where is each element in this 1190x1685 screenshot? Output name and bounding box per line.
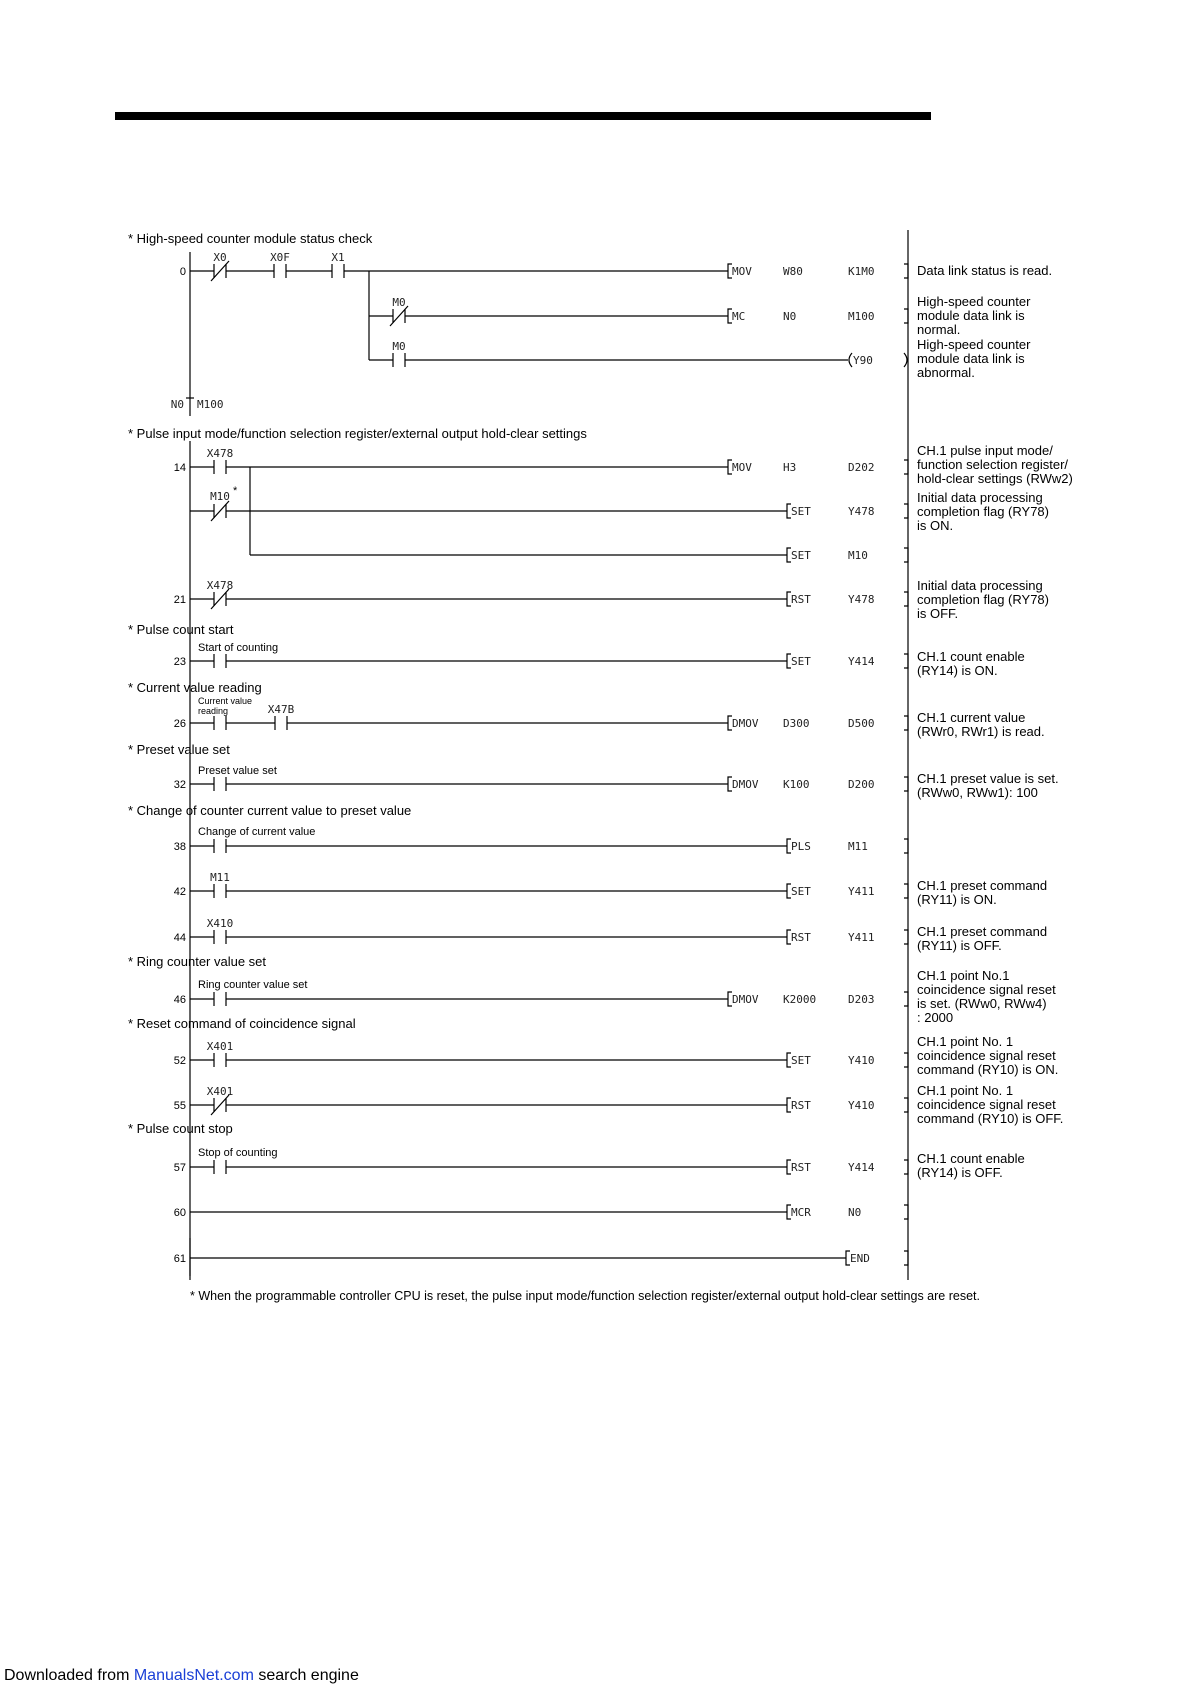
contact-label-m10: M10 <box>210 490 230 503</box>
svg-text:DMOV: DMOV <box>732 993 759 1006</box>
contact-label-x401: X401 <box>206 1040 234 1053</box>
contact-label-stop-of-counting: Stop of counting <box>198 1147 278 1159</box>
contact-label-change-of-current-value: Change of current value <box>198 826 316 838</box>
svg-text:M11: M11 <box>848 840 868 853</box>
svg-text:K2000: K2000 <box>783 993 817 1006</box>
no-contact-start-counting <box>214 654 226 668</box>
footer-prefix: Downloaded from <box>4 1667 134 1684</box>
comment-r14-1: CH.1 pulse input mode/ <box>917 443 1053 458</box>
step-number: 44 <box>173 932 186 944</box>
comment-r14-2: function selection register/ <box>917 457 1069 472</box>
footer-suffix: search engine <box>253 1667 359 1684</box>
no-contact-x47b <box>275 716 287 730</box>
svg-text:M10: M10 <box>848 549 868 562</box>
comment-r1-2: module data link is <box>917 308 1025 323</box>
step-number: 32 <box>173 779 186 791</box>
svg-text:Y478: Y478 <box>848 505 875 518</box>
svg-text:W80: W80 <box>783 265 803 278</box>
svg-text:MCR: MCR <box>791 1206 811 1219</box>
comment-r21-3: is OFF. <box>917 606 959 621</box>
instruction-rst-y411 <box>787 930 908 944</box>
comment-r2-2: module data link is <box>917 351 1025 366</box>
master-control-marker <box>171 398 224 416</box>
contact-label-m0b: M0 <box>392 340 406 353</box>
contact-label-x478: X478 <box>206 447 234 460</box>
section-pulse-count-stop: * Pulse count stop <box>128 1121 233 1136</box>
svg-text:K100: K100 <box>783 778 810 791</box>
manualsnet-link[interactable]: ManualsNet.com <box>133 1667 254 1684</box>
svg-text:SET: SET <box>791 885 811 898</box>
svg-text:N0: N0 <box>848 1206 862 1219</box>
contact-label-start-counting: Start of counting <box>198 642 279 654</box>
contact-label-x0f: X0F <box>270 251 290 264</box>
comment-r21-1: Initial data processing <box>917 578 1043 593</box>
step-number: 57 <box>173 1162 186 1174</box>
svg-text:MOV: MOV <box>732 265 752 278</box>
svg-text:DMOV: DMOV <box>732 778 759 791</box>
comment-r32-2: (RWw0, RWw1): 100 <box>917 785 1038 800</box>
comment-r26-2: (RWr0, RWr1) is read. <box>917 724 1045 739</box>
instruction-end <box>846 1251 908 1265</box>
comment-r55-3: command (RY10) is OFF. <box>917 1111 1064 1126</box>
svg-text:END: END <box>850 1252 870 1265</box>
comment-r23-1: CH.1 count enable <box>917 649 1025 664</box>
instruction-mcr-n0 <box>787 1205 908 1219</box>
comment-r55-2: coincidence signal reset <box>917 1097 1056 1112</box>
svg-text:MOV: MOV <box>732 461 752 474</box>
svg-text:MC: MC <box>732 310 746 323</box>
instruction-set-y478 <box>787 504 908 518</box>
instruction-pls-m11 <box>787 839 908 853</box>
section-ring-counter-set: * Ring counter value set <box>128 954 267 969</box>
instruction-rst-y414 <box>787 1160 908 1174</box>
step-number: 0 <box>179 266 186 278</box>
instruction-set-m10 <box>787 548 908 562</box>
svg-text:Y414: Y414 <box>848 655 875 668</box>
contact-label-preset-value-set: Preset value set <box>198 765 277 777</box>
svg-text:SET: SET <box>791 549 811 562</box>
comment-r2-3: abnormal. <box>917 365 975 380</box>
no-contact-m0 <box>393 353 405 367</box>
comment-r52-2: coincidence signal reset <box>917 1048 1056 1063</box>
comment-r55-1: CH.1 point No. 1 <box>917 1083 1014 1098</box>
comment-r32-1: CH.1 preset value is set. <box>917 771 1059 786</box>
no-contact-x401 <box>214 1053 226 1067</box>
contact-label-m0a: M0 <box>392 296 406 309</box>
instruction-dmov-k2000 <box>728 992 908 1006</box>
svg-text:RST: RST <box>791 1099 811 1112</box>
comment-r26-1: CH.1 current value <box>917 710 1026 725</box>
instruction-mc-n0 <box>728 309 908 323</box>
comment-r14b-1: Initial data processing <box>917 490 1043 505</box>
contact-label-x0: X0 <box>213 251 227 264</box>
no-contact-preset-value-set <box>214 777 226 791</box>
svg-text:D203: D203 <box>848 993 875 1006</box>
step-number: 14 <box>173 462 186 474</box>
contact-label-ring-counter-value-set: Ring counter value set <box>198 979 308 991</box>
comment-r14-3: hold-clear settings (RWw2) <box>917 471 1073 486</box>
step-number: 46 <box>173 994 186 1006</box>
comment-r44-1: CH.1 preset command <box>917 924 1048 939</box>
step-number: 26 <box>173 718 186 730</box>
step-number: 55 <box>173 1100 186 1112</box>
instruction-set-y410 <box>787 1053 908 1067</box>
svg-text:SET: SET <box>791 505 811 518</box>
svg-text:D200: D200 <box>848 778 875 791</box>
instruction-rst-y410 <box>787 1098 908 1112</box>
contact-label-m10-footnote-mark: * <box>233 485 238 497</box>
comment-r52-1: CH.1 point No. 1 <box>917 1034 1014 1049</box>
svg-text:Y410: Y410 <box>848 1099 875 1112</box>
no-contact-x1 <box>332 264 344 278</box>
download-source-footer <box>4 1667 359 1685</box>
svg-text:N0: N0 <box>170 398 184 411</box>
comment-r46-3: is set. (RWw0, RWw4) <box>917 996 1047 1011</box>
instruction-mov-h3 <box>728 460 908 474</box>
comment-r46-4: : 2000 <box>917 1010 954 1025</box>
section-current-value-reading: * Current value reading <box>128 680 262 695</box>
svg-text:D500: D500 <box>848 717 875 730</box>
no-contact-change-current-value <box>214 839 226 853</box>
instruction-dmov-d300 <box>728 716 908 730</box>
step-number: 38 <box>173 841 186 853</box>
svg-text:D202: D202 <box>848 461 875 474</box>
no-contact-stop-counting <box>214 1160 226 1174</box>
contact-label-reading: reading <box>198 706 229 716</box>
comment-r52-3: command (RY10) is ON. <box>917 1062 1059 1077</box>
no-contact-ring-counter-set <box>214 992 226 1006</box>
comment-r21-2: completion flag (RY78) <box>917 592 1049 607</box>
contact-label-x410: X410 <box>206 917 234 930</box>
svg-text:Y414: Y414 <box>848 1161 875 1174</box>
svg-text:K1M0: K1M0 <box>848 265 875 278</box>
svg-text:SET: SET <box>791 655 811 668</box>
comment-r1-3: normal. <box>917 322 961 337</box>
svg-text:SET: SET <box>791 1054 811 1067</box>
instruction-dmov-k100 <box>728 777 908 791</box>
svg-text:Y90: Y90 <box>853 354 873 367</box>
svg-text:Y411: Y411 <box>848 931 875 944</box>
comment-r44-2: (RY11) is OFF. <box>917 938 1002 953</box>
no-contact-current-value-reading <box>214 716 226 730</box>
step-number: 21 <box>173 594 186 606</box>
svg-text:H3: H3 <box>783 461 797 474</box>
step-number: 23 <box>173 656 186 668</box>
section-status-check: * High-speed counter module status check <box>128 231 373 246</box>
step-number: 60 <box>173 1207 186 1219</box>
comment-r46-2: coincidence signal reset <box>917 982 1056 997</box>
comment-r14b-3: is ON. <box>917 518 954 533</box>
section-pulse-input-mode: * Pulse input mode/function selection register/external output hold-clear settings <box>128 426 587 441</box>
instruction-rst-y478 <box>787 592 908 606</box>
svg-text:DMOV: DMOV <box>732 717 759 730</box>
contact-label-x478: X478 <box>206 579 234 592</box>
contact-label-current-value: Current value <box>198 696 253 706</box>
footnote: * When the programmable controller CPU is reset, the pulse input mode/function selection register/external output hold-clear settings are reset. <box>190 1289 980 1303</box>
output-coil-y90 <box>849 353 907 367</box>
comment-r46-1: CH.1 point No.1 <box>917 968 1010 983</box>
comment-r0-1: Data link status is read. <box>917 263 1053 278</box>
svg-text:Y478: Y478 <box>848 593 875 606</box>
section-preset-value-set: * Preset value set <box>128 742 230 757</box>
step-number: 52 <box>173 1055 186 1067</box>
comment-r42-1: CH.1 preset command <box>917 878 1048 893</box>
no-contact-x410 <box>214 930 226 944</box>
section-change-to-preset: * Change of counter current value to preset value <box>128 803 412 818</box>
contact-label-x1: X1 <box>331 251 345 264</box>
instruction-mov-w80 <box>728 264 908 278</box>
instruction-set-y411 <box>787 884 908 898</box>
comment-r23-2: (RY14) is ON. <box>917 663 998 678</box>
comment-r42-2: (RY11) is ON. <box>917 892 997 907</box>
svg-text:N0: N0 <box>783 310 797 323</box>
svg-text:M100: M100 <box>197 398 224 411</box>
svg-text:RST: RST <box>791 931 811 944</box>
contact-label-m11: M11 <box>210 871 230 884</box>
comment-r2-1: High-speed counter <box>917 337 1031 352</box>
comment-r14b-2: completion flag (RY78) <box>917 504 1049 519</box>
contact-label-x401: X401 <box>206 1085 234 1098</box>
step-number: 42 <box>173 886 186 898</box>
instruction-set-y414 <box>787 654 908 668</box>
contact-label-x47b: X47B <box>267 703 295 716</box>
svg-text:M100: M100 <box>848 310 875 323</box>
svg-text:RST: RST <box>791 1161 811 1174</box>
no-contact-x478 <box>214 460 226 474</box>
svg-text:Y411: Y411 <box>848 885 875 898</box>
step-number: 61 <box>173 1253 186 1265</box>
svg-text:RST: RST <box>791 593 811 606</box>
svg-text:D300: D300 <box>783 717 810 730</box>
svg-text:PLS: PLS <box>791 840 811 853</box>
svg-text:Y410: Y410 <box>848 1054 875 1067</box>
no-contact-x0f <box>274 264 286 278</box>
comment-r57-2: (RY14) is OFF. <box>917 1165 1003 1180</box>
no-contact-m11 <box>214 884 226 898</box>
section-reset-coincidence: * Reset command of coincidence signal <box>128 1016 356 1031</box>
comment-r1-1: High-speed counter <box>917 294 1031 309</box>
comment-r57-1: CH.1 count enable <box>917 1151 1025 1166</box>
section-pulse-count-start: * Pulse count start <box>128 622 234 637</box>
